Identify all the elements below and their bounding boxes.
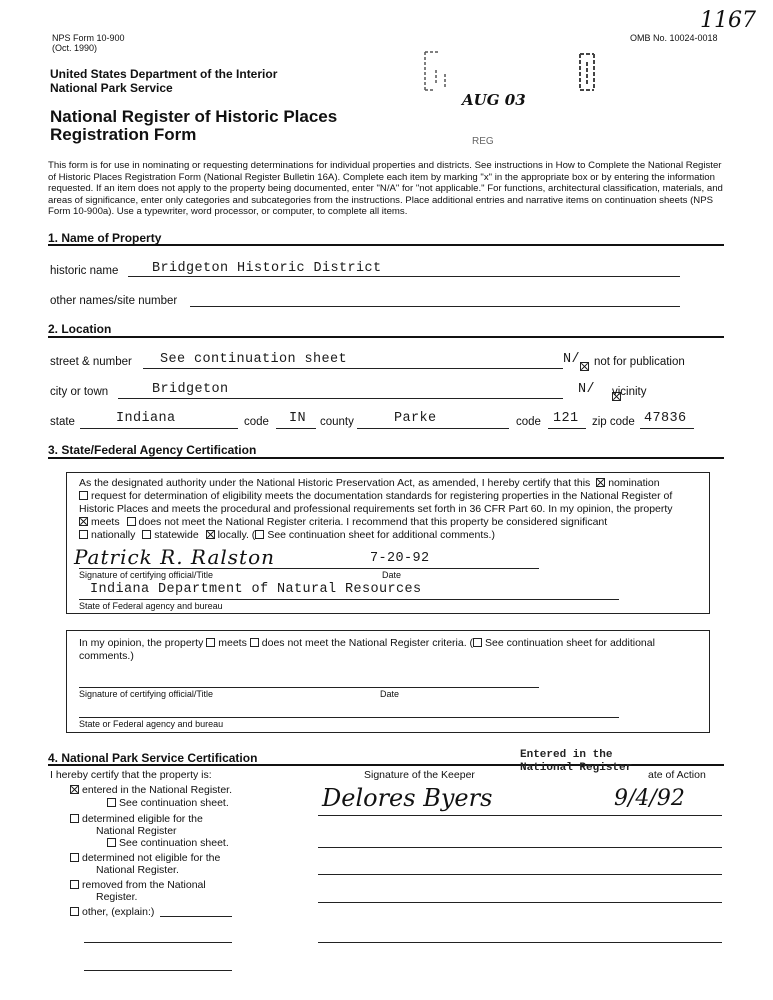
zip-value[interactable]: 47836	[644, 411, 687, 426]
other-explain-line-3[interactable]	[84, 970, 232, 971]
section-1-heading: 1. Name of Property	[48, 231, 162, 245]
na-publication: N/	[563, 352, 581, 367]
state-value[interactable]: Indiana	[116, 411, 176, 426]
form-date: (Oct. 1990)	[52, 43, 98, 53]
zip-line	[640, 428, 694, 429]
keeper-line-5[interactable]	[318, 942, 722, 943]
locally-checkbox[interactable]	[206, 530, 215, 539]
agency-2-label: State or Federal agency and bureau	[79, 719, 224, 729]
date-2-label: Date	[380, 689, 400, 699]
signature-label: Signature of certifying official/Title	[79, 570, 214, 580]
entered-item	[70, 784, 232, 797]
cert-text-5: See continuation sheet for additional comments.)	[267, 529, 495, 541]
opinion-continuation-checkbox[interactable]	[473, 638, 482, 647]
cert-line-4	[79, 516, 607, 529]
continuation-comments-checkbox[interactable]	[255, 530, 264, 539]
removed-checkbox[interactable]	[70, 880, 79, 889]
historic-name-label: historic name	[50, 265, 119, 277]
other-item	[70, 906, 154, 919]
other-names-field[interactable]	[190, 306, 680, 307]
county-label: county	[320, 416, 354, 428]
cert-text-1: As the designated authority under the National Historic Preservation Act, as amended, I hereby certify that this	[79, 477, 591, 489]
city-label: city or town	[50, 386, 109, 398]
eligible-label: determined eligible for the	[82, 813, 203, 825]
meets-checkbox[interactable]	[79, 517, 88, 526]
stamp-line-2: National Register	[520, 762, 633, 774]
statewide-checkbox[interactable]	[142, 530, 151, 539]
meets-label: meets	[91, 516, 120, 528]
omb-number: OMB No. 10024-0018	[630, 33, 718, 43]
certifying-signature: Patrick R. Ralston	[74, 545, 275, 569]
statewide-label: statewide	[154, 529, 199, 541]
other-explain-line[interactable]	[160, 916, 232, 917]
form-number: NPS Form 10-900	[52, 33, 125, 43]
entered-continuation-checkbox[interactable]	[107, 798, 116, 807]
other-label: other, (explain:)	[82, 906, 155, 918]
street-line	[143, 368, 563, 369]
section-3-rule	[48, 457, 724, 459]
not-eligible-checkbox[interactable]	[70, 853, 79, 862]
state-code-line	[276, 428, 316, 429]
form-title: National Register of Historic Places	[50, 107, 338, 126]
cert-text-4: does not meet the National Register criteria. I recommend that this property be considered significant	[138, 516, 608, 528]
entered-label: entered in the National Register.	[82, 784, 233, 796]
vicinity-label: vicinity	[612, 386, 647, 398]
handwritten-number: 1167	[700, 8, 756, 33]
keeper-line-2[interactable]	[318, 847, 722, 848]
county-value[interactable]: Parke	[394, 411, 437, 426]
keeper-signature: Delores Byers	[322, 784, 493, 812]
zip-label: zip code	[592, 416, 635, 428]
stamp-line-1: Entered in the	[520, 749, 613, 761]
street-value[interactable]: See continuation sheet	[160, 352, 348, 367]
locally-label: locally. (	[217, 529, 256, 541]
signature-2-label: Signature of certifying official/Title	[79, 689, 214, 699]
certifying-date[interactable]: 7-20-92	[370, 551, 430, 566]
section-2-rule	[48, 336, 724, 338]
not-for-publication-checkbox[interactable]	[580, 362, 589, 371]
state-line	[80, 428, 238, 429]
cert-line-3: Historic Places and meets the procedural and professional requirements set forth in 36 CFR Part 60. In my opinion, the property	[79, 503, 673, 515]
certify-statement: I hereby certify that the property is:	[50, 769, 212, 781]
eligible-continuation-checkbox[interactable]	[107, 838, 116, 847]
department-name: United States Department of the Interior	[50, 67, 278, 81]
stamp-fragment: REG	[472, 136, 494, 147]
cert-line-1	[79, 477, 660, 490]
eligible-label-2: National Register	[96, 825, 177, 837]
section-3-heading: 3. State/Federal Agency Certification	[48, 443, 257, 457]
city-value[interactable]: Bridgeton	[152, 382, 229, 397]
other-names-label: other names/site number	[50, 295, 178, 307]
stamp-date: AUG 03	[462, 91, 526, 109]
opinion-line-2: comments.)	[79, 650, 134, 662]
entered-continuation	[107, 797, 229, 810]
opinion-text-1: In my opinion, the property	[79, 637, 204, 649]
signature-line	[79, 568, 539, 569]
intro-paragraph: This form is for use in nominating or requesting determinations for individual properties and districts. See instructions in How to Complete the National Register of Historic Places Registration Form (National Register Bulletin 16A). Complete each item by marking "x" in the appropriate box or by entering the information requested. If an item does not apply to the property being documented, enter "N/A" for "not applicable." For functions, architectural classification, materials, and areas of significance, enter only categories and subcategories from the instructions. Place additional entries and narrative items on continuation sheets (NPS Form 10-900a). Use a typewriter, word processor, or computer, to complete all items.	[48, 160, 723, 217]
state-code-label: code	[244, 416, 269, 428]
keeper-line-3[interactable]	[318, 874, 722, 875]
other-explain-line-2[interactable]	[84, 942, 232, 943]
not-eligible-label: determined not eligible for the	[82, 852, 221, 864]
agency-line	[79, 599, 619, 600]
removed-label: removed from the National	[82, 879, 206, 891]
section-4-heading: 4. National Park Service Certification	[48, 751, 258, 765]
state-label: state	[50, 416, 75, 428]
section-2-heading: 2. Location	[48, 322, 112, 336]
removed-label-2: Register.	[96, 891, 138, 903]
removed-item	[70, 879, 206, 892]
cert-line-2	[79, 490, 672, 503]
date-label: Date	[382, 570, 402, 580]
form-subtitle: Registration Form	[50, 125, 197, 144]
county-code-value[interactable]: 121	[553, 411, 579, 426]
eligible-continuation	[107, 837, 229, 850]
agency-label: State of Federal agency and bureau	[79, 601, 223, 611]
opinion-meets-label: meets	[218, 637, 247, 649]
nationally-checkbox[interactable]	[79, 530, 88, 539]
eligible-checkbox[interactable]	[70, 814, 79, 823]
nomination-label: nomination	[608, 477, 660, 489]
opinion-not-meet-checkbox[interactable]	[250, 638, 259, 647]
na-vicinity: N/	[578, 382, 596, 397]
other-checkbox[interactable]	[70, 907, 79, 916]
agency-value[interactable]: Indiana Department of Natural Resources	[90, 582, 422, 597]
section-1-rule	[48, 244, 724, 246]
does-not-meet-checkbox[interactable]	[127, 517, 136, 526]
cert-text-2: request for determination of eligibility meets the documentation standards for registering properties in the National Register of	[91, 490, 673, 502]
not-eligible-label-2: National Register.	[96, 864, 179, 876]
county-line	[357, 428, 509, 429]
nationally-label: nationally	[91, 529, 136, 541]
county-code-line	[548, 428, 586, 429]
not-for-publication-label: not for publication	[594, 356, 685, 368]
action-date-label: ate of Action	[648, 769, 706, 781]
historic-name-line	[128, 276, 680, 277]
keeper-line-1[interactable]	[318, 815, 722, 816]
entered-checkbox[interactable]	[70, 785, 79, 794]
agency-2-line[interactable]	[79, 717, 619, 718]
determination-request-checkbox[interactable]	[79, 491, 88, 500]
action-date: 9/4/92	[614, 786, 685, 811]
opinion-line-1	[79, 637, 655, 650]
entered-stamp	[520, 749, 632, 775]
opinion-text-3: See continuation sheet for additional	[485, 637, 655, 649]
keeper-line-4[interactable]	[318, 902, 722, 903]
city-line	[118, 398, 563, 399]
historic-name-value[interactable]: Bridgeton Historic District	[152, 261, 382, 276]
cert-line-5	[79, 529, 495, 542]
nomination-checkbox[interactable]	[596, 478, 605, 487]
street-label: street & number	[50, 356, 132, 368]
service-name: National Park Service	[50, 81, 173, 95]
entered-continuation-label: See continuation sheet.	[119, 797, 229, 809]
county-code-label: code	[516, 416, 541, 428]
keeper-label: Signature of the Keeper	[364, 769, 475, 781]
eligible-continuation-label: See continuation sheet.	[119, 837, 229, 849]
state-code-value[interactable]: IN	[289, 411, 307, 426]
opinion-text-2: does not meet the National Register criteria. (	[261, 637, 474, 649]
signature-2-line[interactable]	[79, 687, 539, 688]
opinion-meets-checkbox[interactable]	[206, 638, 215, 647]
